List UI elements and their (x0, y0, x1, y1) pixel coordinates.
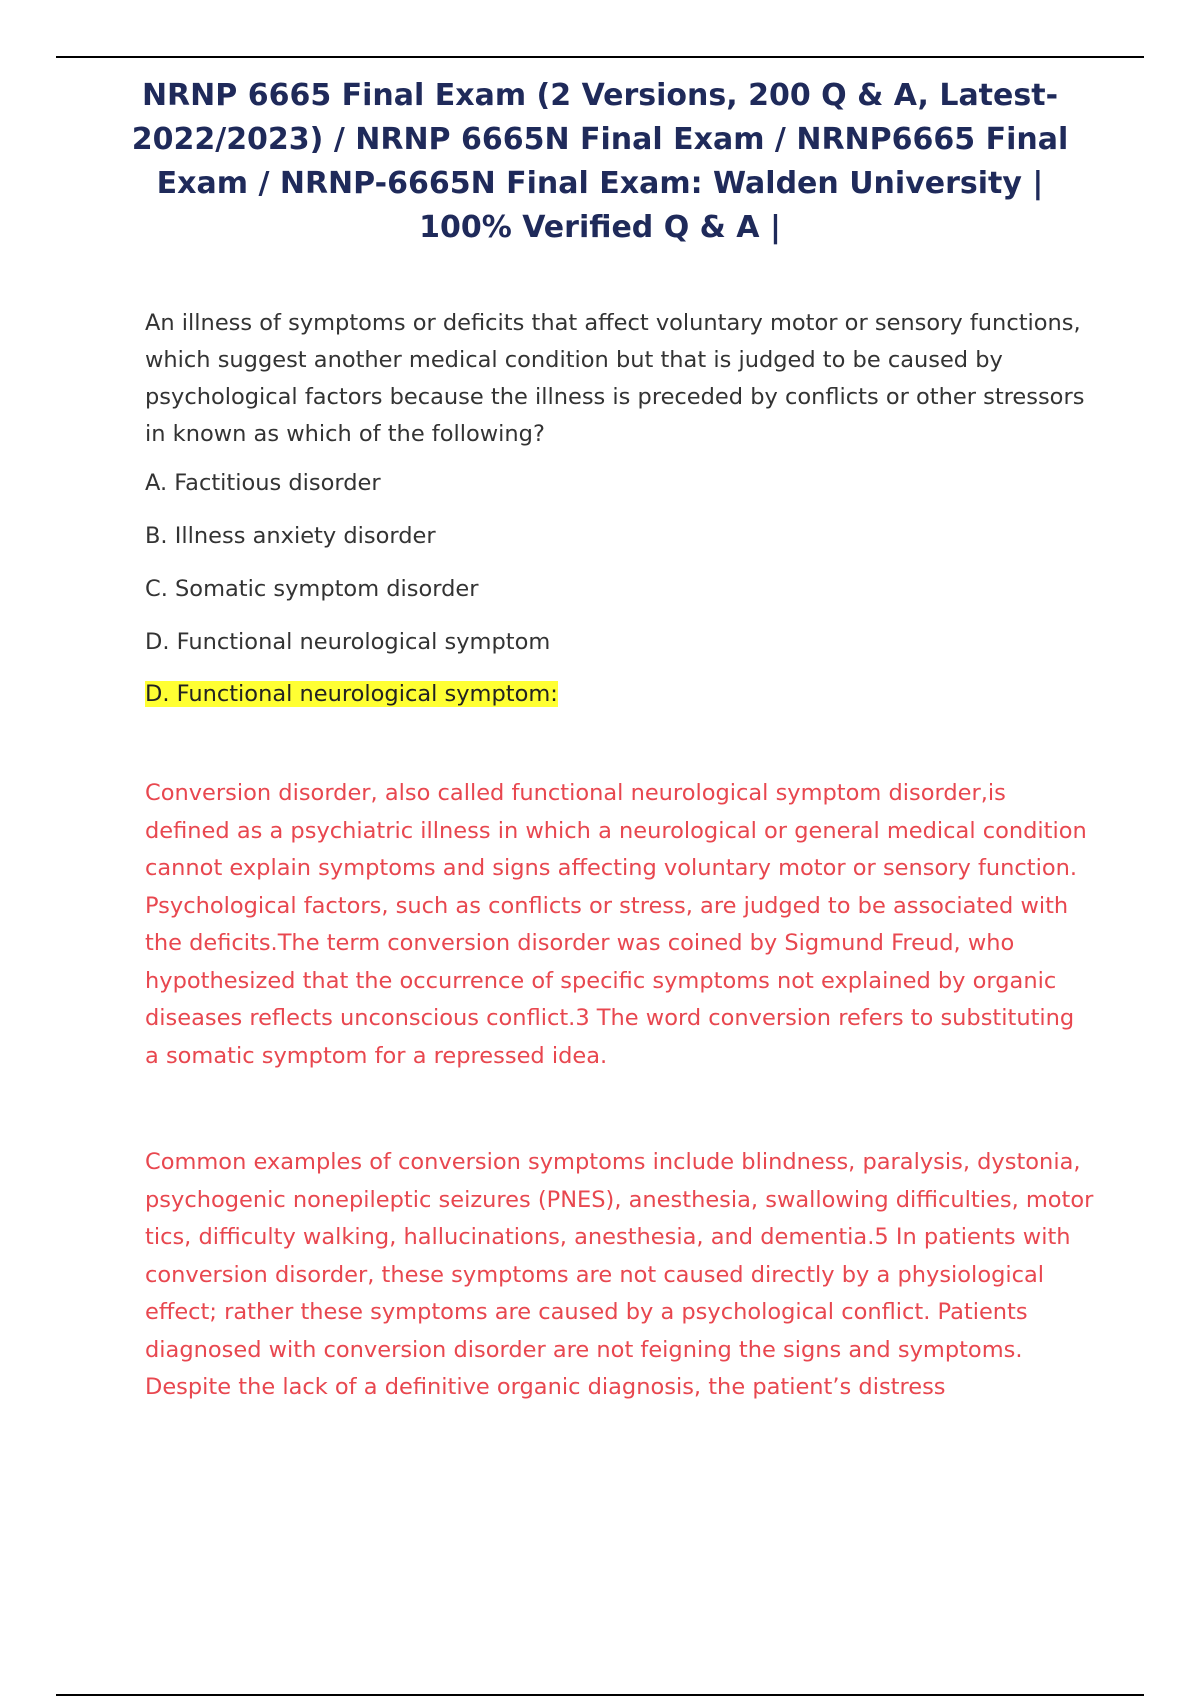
question-text: An illness of symptoms or deficits that affect voluntary motor or sensory functions, which suggest another medical condition but that is judged to be caused by psychological factors because the illness is preceded by conflicts or other stressors in known as which of the following? (145, 310, 1085, 447)
option-c: C. Somatic symptom disorder (145, 576, 479, 602)
explanation-paragraph-2: Common examples of conversion symptoms include blindness, paralysis, dystonia, psychogenic nonepileptic seizures (PNES), anesthesia, swallowing difficulties, motor tics, difficulty walking, hallucinations, anesthesia, and dementia.5 In patients with conversion disorder, these symptoms are not caused directly by a physiological effect; rather these symptoms are caused by a psychological conflict. Patients diagnosed with conversion disorder are not feigning the signs and symptoms. Despite the lack of a definitive organic diagnosis, the patient’s distress (145, 1149, 1094, 1400)
option-b: B. Illness anxiety disorder (145, 523, 436, 549)
bottom-rule (56, 1694, 1144, 1696)
question-block (145, 305, 1095, 1407)
document-title: NRNP 6665 Final Exam (2 Versions, 200 Q & A, Latest-2022/2023) / NRNP 6665N Final Exam / NRNP6665 Final Exam / NRNP-6665N Final Exam: Walden University | 100% Verified Q & A | (131, 78, 1069, 245)
highlighted-answer: D. Functional neurological symptom: (145, 681, 558, 707)
top-rule (56, 56, 1144, 58)
answer-options (145, 465, 1095, 660)
option-a: A. Factitious disorder (145, 470, 381, 496)
explanation-paragraph-1: Conversion disorder, also called functional neurological symptom disorder,is defined as a psychiatric illness in which a neurological or general medical condition cannot explain symptoms and signs affecting voluntary motor or sensory function. Psychological factors, such as conflicts or stress, are judged to be associated with the deficits.The term conversion disorder was coined by Sigmund Freud, who hypothesized that the occurrence of specific symptoms not explained by organic diseases reflects unconscious conflict.3 The word conversion refers to substituting a somatic symptom for a repressed idea. (145, 780, 1087, 1069)
option-d: D. Functional neurological symptom (145, 629, 551, 655)
correct-answer (145, 677, 1095, 711)
